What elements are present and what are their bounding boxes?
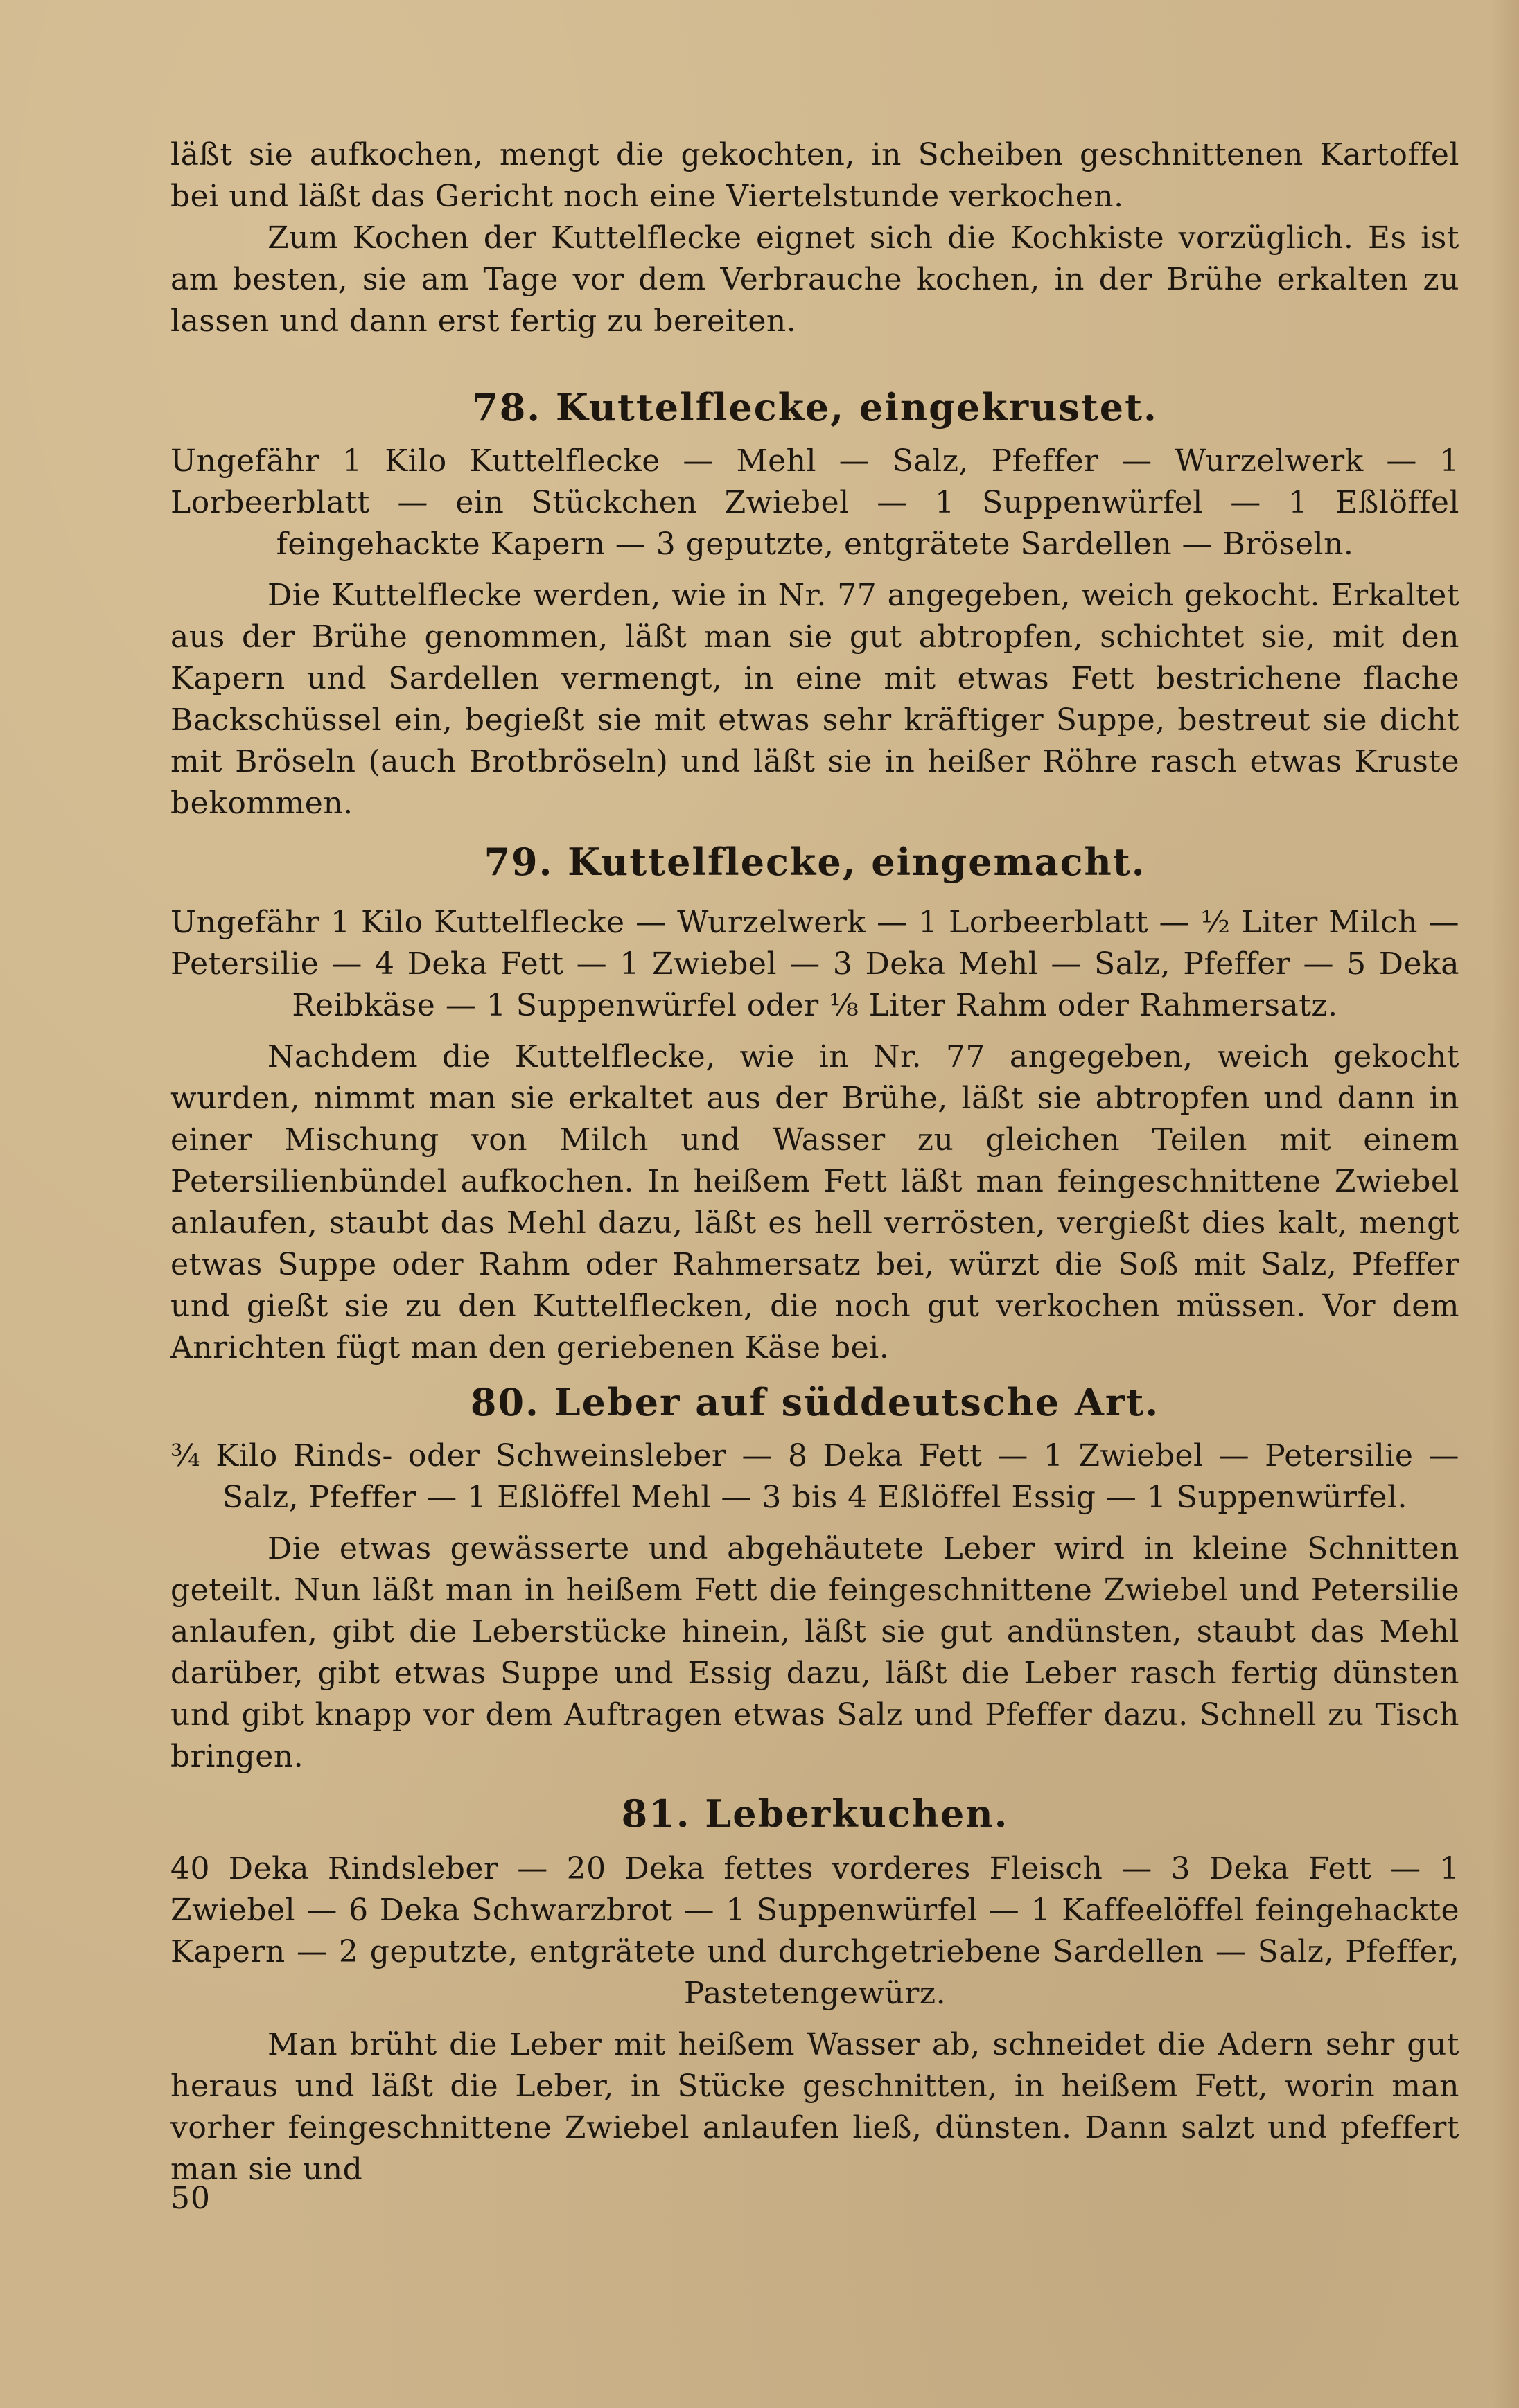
- recipe-81: [170, 1848, 1459, 2190]
- recipe-title: 78. Kuttelflecke, eingekrustet.: [472, 385, 1158, 430]
- recipe-78: [170, 441, 1459, 824]
- ingredient-list: Ungefähr 1 Kilo Kuttelflecke — Wurzelwerk — 1 Lorbeerblatt — ½ Liter Milch — Petersilie — 4 Deka Fett — 1 Zwiebel — 3 Deka Mehl — Salz, Pfeffer — 5 Deka Reibkäse — 1 Suppenwürfel oder ⅛ Liter Rahm oder Rahmersatz.: [170, 905, 1459, 1023]
- ingredient-list: 40 Deka Rindsleber — 20 Deka fettes vorderes Fleisch — 3 Deka Fett — 1 Zwiebel — 6 Deka Schwarzbrot — 1 Suppenwürfel — 1 Kaffeelöffel feingehackte Kapern — 2 geputzte, entgrätete und durchgetriebene Sardellen — Salz, Pfeffer, Pastetengewürz.: [170, 1851, 1459, 2011]
- recipe-79: [170, 902, 1459, 1369]
- recipe-instructions: Nachdem die Kuttelflecke, wie in Nr. 77 angegeben, weich gekocht wurden, nimmt man sie erkaltet aus der Brühe, läßt sie abtropfen und dann in einer Mischung von Milch und Wasser zu gleichen Teilen mit einem Petersilienbündel aufkochen. In heißem Fett läßt man feingeschnittene Zwiebel anlaufen, staubt das Mehl dazu, läßt es hell verrösten, vergießt dies kalt, mengt etwas Suppe oder Rahm oder Rahmersatz bei, würzt die Soß mit Salz, Pfeffer und gießt sie zu den Kuttelflecken, die noch gut verkochen müssen. Vor dem Anrichten fügt man den geriebenen Käse bei.: [170, 1039, 1459, 1365]
- continuation-text: [170, 134, 1459, 342]
- recipe-instructions: Man brüht die Leber mit heißem Wasser ab, schneidet die Adern sehr gut heraus und läßt die Leber, in Stücke geschnitten, in heißem Fett, worin man vorher feingeschnittene Zwiebel anlaufen ließ, dünsten. Dann salzt und pfeffert man sie und: [170, 2027, 1459, 2187]
- recipe-80: [170, 1435, 1459, 1778]
- page-number: 50: [170, 2181, 211, 2216]
- recipe-title: 80. Leber auf süddeutsche Art.: [470, 1380, 1160, 1424]
- recipe-instructions: Die etwas gewässerte und abgehäutete Leber wird in kleine Schnitten geteilt. Nun läßt man in heißem Fett die feingeschnittene Zwiebel und Petersilie anlaufen, gibt die Leberstücke hinein, läßt sie gut andünsten, staubt das Mehl darüber, gibt etwas Suppe und Essig dazu, läßt die Leber rasch fertig dünsten und gibt knapp vor dem Auftragen etwas Salz und Pfeffer dazu. Schnell zu Tisch bringen.: [170, 1531, 1459, 1774]
- recipe-title: 81. Leberkuchen.: [621, 1791, 1009, 1836]
- recipe-instructions: Die Kuttelflecke werden, wie in Nr. 77 angegeben, weich gekocht. Erkaltet aus der Brühe genommen, läßt man sie gut abtropfen, schichtet sie, mit den Kapern und Sardellen vermengt, in eine mit etwas Fett bestrichene flache Backschüssel ein, begießt sie mit etwas sehr kräftiger Suppe, bestreut sie dicht mit Bröseln (auch Brotbröseln) und läßt sie in heißer Röhre rasch etwas Kruste bekommen.: [170, 578, 1459, 821]
- ingredient-list: Ungefähr 1 Kilo Kuttelflecke — Mehl — Salz, Pfeffer — Wurzelwerk — 1 Lorbeerblatt — ein Stückchen Zwiebel — 1 Suppenwürfel — 1 Eßlöffel feingehackte Kapern — 3 geputzte, entgrätete Sardellen — Bröseln.: [170, 443, 1459, 562]
- paragraph: läßt sie aufkochen, mengt die gekochten, in Scheiben geschnittenen Kartoffel bei und läßt das Gericht noch eine Viertelstunde verkochen.: [170, 137, 1459, 214]
- recipe-title: 79. Kuttelflecke, eingemacht.: [484, 840, 1146, 884]
- page-edge-shadow: [1491, 0, 1519, 2408]
- ingredient-list: ¾ Kilo Rinds- oder Schweinsleber — 8 Deka Fett — 1 Zwiebel — Petersilie — Salz, Pfeffer — 1 Eßlöffel Mehl — 3 bis 4 Eßlöffel Essig — 1 Suppenwürfel.: [170, 1438, 1459, 1515]
- paragraph: Zum Kochen der Kuttelflecke eignet sich die Kochkiste vorzüglich. Es ist am besten, sie am Tage vor dem Verbrauche kochen, in der Brühe erkalten zu lassen und dann erst fertig zu bereiten.: [170, 220, 1459, 339]
